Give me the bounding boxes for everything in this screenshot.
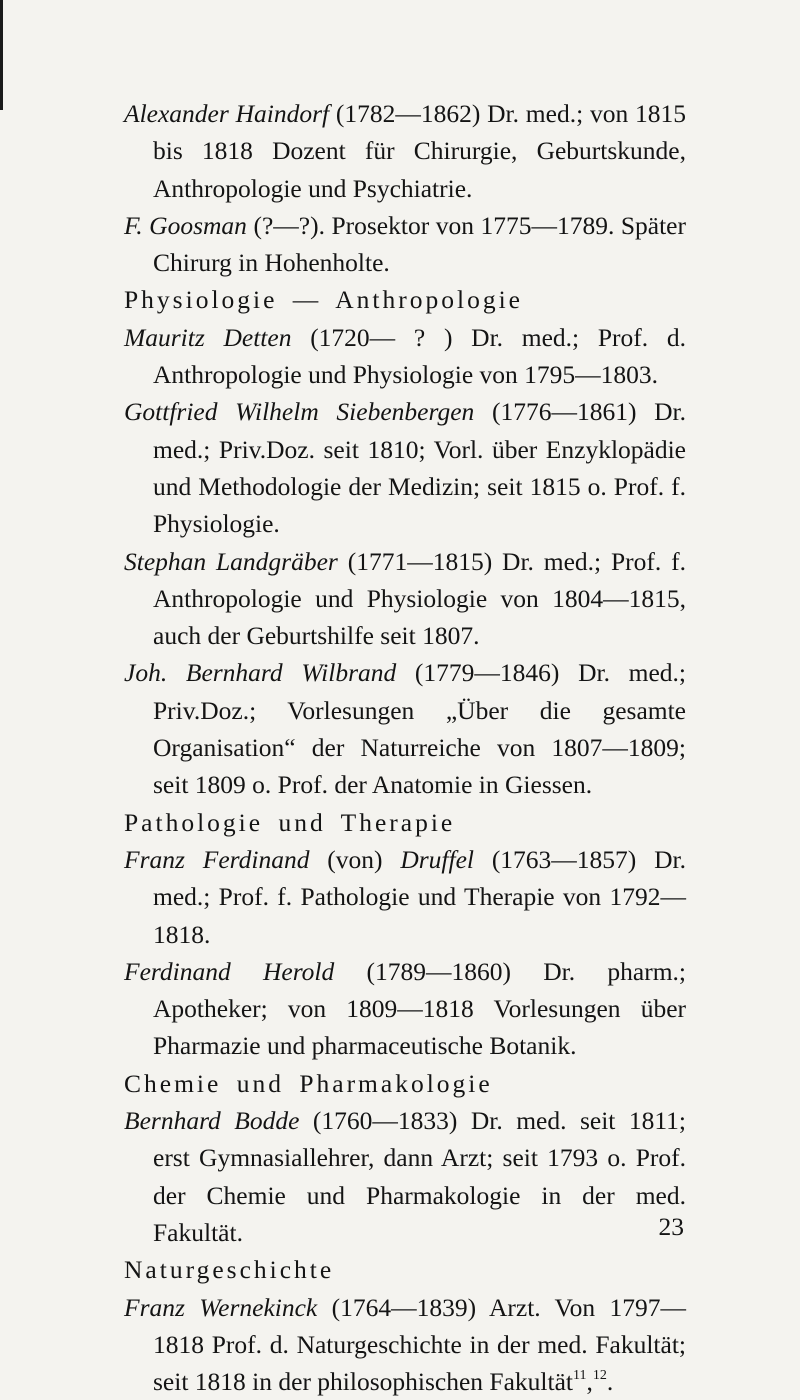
person-name: Bernhard Bodde bbox=[124, 1106, 299, 1135]
entry-text: (von) bbox=[309, 845, 400, 874]
entry-siebenbergen bbox=[124, 393, 686, 542]
person-name: F. Goosman bbox=[124, 211, 247, 240]
entry-druffel bbox=[124, 841, 686, 953]
person-name: Gottfried Wilhelm Siebenbergen bbox=[124, 397, 474, 426]
person-name: Franz Wernekinck bbox=[124, 1293, 317, 1322]
entry-wernekinck bbox=[124, 1289, 686, 1400]
person-name: Joh. Bernhard Wilbrand bbox=[124, 658, 396, 687]
entry-haindorf bbox=[124, 95, 686, 207]
page-body bbox=[124, 95, 686, 1400]
footnote-ref[interactable]: 12 bbox=[593, 1368, 607, 1383]
person-name: Mauritz Detten bbox=[124, 323, 291, 352]
entry-text: (1760—1833) Dr. med. seit 1811; erst Gymnasiallehrer, dann Arzt; seit 1793 o. Prof. der Chemie und Pharmakologie in der med. Fakultät. bbox=[153, 1106, 686, 1247]
section-heading-physiologie: Physiologie — Anthropologie bbox=[124, 281, 686, 318]
footnote-ref[interactable]: 11 bbox=[573, 1368, 586, 1383]
entry-text: (1782—1862) Dr. med.; von 1815 bis 1818 Dozent für Chirurgie, Geburtskunde, Anthropologie und Psychiatrie. bbox=[153, 99, 686, 203]
page-number: 23 bbox=[644, 1208, 684, 1245]
entry-text: (1776—1861) Dr. med.; Priv.Doz. seit 1810; Vorl. über Enzyklopädie und Methodologie der Medizin; seit 1815 o. Prof. f. Physiologie. bbox=[153, 397, 686, 538]
entry-text: (?—?). Prosektor von 1775—1789. Später Chirurg in Hohenholte. bbox=[153, 211, 686, 277]
footnote-separator: , bbox=[586, 1367, 592, 1396]
entry-landgraeber bbox=[124, 543, 686, 655]
section-heading-pathologie: Pathologie und Therapie bbox=[124, 804, 686, 841]
person-name: Stephan Landgräber bbox=[124, 547, 338, 576]
section-heading-naturgeschichte: Naturgeschichte bbox=[124, 1251, 686, 1288]
entry-bodde bbox=[124, 1102, 686, 1251]
person-name: Ferdinand Herold bbox=[124, 957, 334, 986]
section-heading-chemie: Chemie und Pharmakologie bbox=[124, 1065, 686, 1102]
entry-herold bbox=[124, 953, 686, 1065]
entry-goosman bbox=[124, 207, 686, 282]
entry-text: (1763—1857) Dr. med.; Prof. f. Pathologie und Therapie von 1792—1818. bbox=[153, 845, 686, 949]
person-surname: Druffel bbox=[400, 845, 474, 874]
entry-text: (1764—1839) Arzt. Von 1797—1818 Prof. d. Naturgeschichte in der med. Fakultät; seit 1818 in der philosophischen Fakultät bbox=[153, 1293, 686, 1397]
entry-text-end: . bbox=[607, 1367, 613, 1396]
entry-text: (1771—1815) Dr. med.; Prof. f. Anthropologie und Physiologie von 1804—1815, auch der Geburtshilfe seit 1807. bbox=[153, 547, 686, 651]
entry-wilbrand bbox=[124, 654, 686, 803]
person-name: Alexander Haindorf bbox=[124, 99, 329, 128]
entry-text: (1720— ? ) Dr. med.; Prof. d. Anthropologie und Physiologie von 1795—1803. bbox=[153, 323, 686, 389]
entry-text: (1789—1860) Dr. pharm.; Apotheker; von 1809—1818 Vorlesungen über Pharmazie und pharmaceutische Botanik. bbox=[153, 957, 686, 1061]
scan-edge-mark bbox=[0, 0, 3, 110]
person-name: Franz Ferdinand bbox=[124, 845, 309, 874]
entry-text: (1779—1846) Dr. med.; Priv.Doz.; Vorlesungen „Über die gesamte Organisation“ der Naturreiche von 1807—1809; seit 1809 o. Prof. der Anatomie in Giessen. bbox=[153, 658, 686, 799]
entry-detten bbox=[124, 319, 686, 394]
